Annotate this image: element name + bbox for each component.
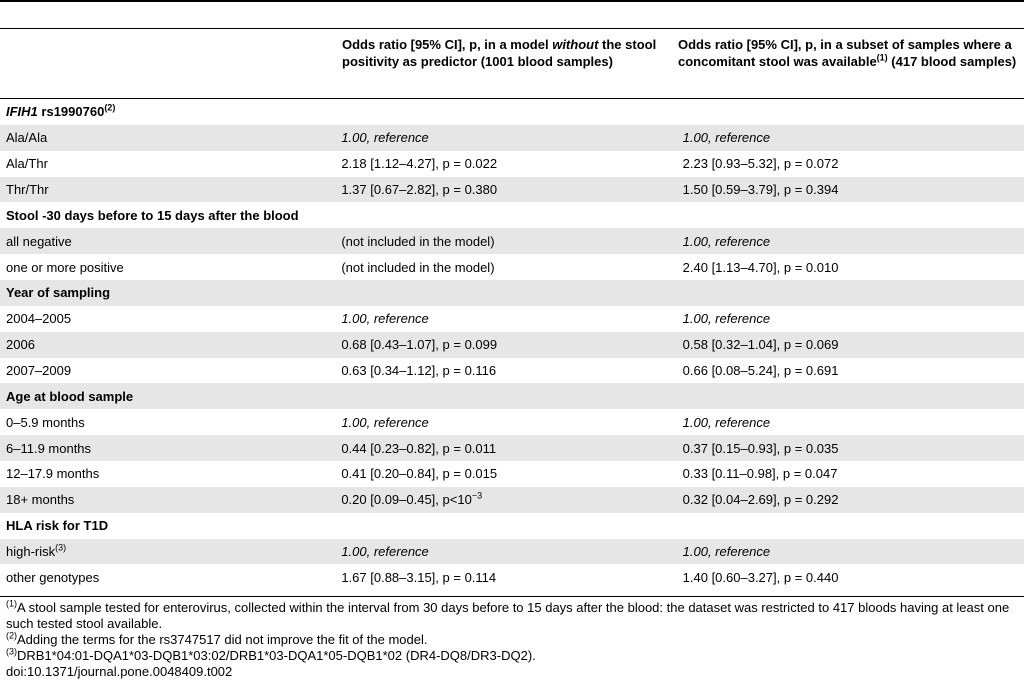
table-row	[0, 332, 1024, 358]
value-subset-with-stool: 1.00, reference	[683, 539, 1024, 565]
table-row	[0, 177, 1024, 203]
table-row	[0, 151, 1024, 177]
value-model-without-stool: 0.63 [0.34–1.12], p = 0.116	[341, 363, 497, 379]
table-row	[0, 461, 1024, 487]
row-label: Stool -30 days before to 15 days after the blood	[6, 207, 299, 223]
row-label: HLA risk for T1D	[6, 518, 109, 534]
value-model-without-stool: (not included in the model)	[341, 259, 495, 275]
row-label: Thr/Thr	[0, 177, 341, 203]
section-row	[0, 202, 1024, 228]
value-subset-with-stool: 0.58 [0.32–1.04], p = 0.069	[683, 332, 1024, 358]
footnote: $^{(3)}$DRB1*04:01-DQA1*03-DQB1*03:02/DRB1*03-DQA1*05-DQB1*02 (DR4-DQ8/DR3-DQ2).	[6, 646, 536, 663]
value-subset-with-stool: 2.40 [1.13–4.70], p = 0.010	[682, 259, 839, 275]
row-label: 12–17.9 months	[6, 466, 100, 482]
row-label: Ala/Ala	[0, 125, 341, 151]
row-label: IFIH1 rs1990760$^{(2)}$	[6, 103, 116, 120]
row-label: all negative	[0, 228, 341, 254]
row-label: Ala/Thr	[6, 156, 48, 172]
row-label: 18+ months	[0, 487, 341, 513]
table-row	[0, 435, 1024, 461]
table-row	[0, 358, 1024, 384]
value-subset-with-stool: 1.50 [0.59–3.79], p = 0.394	[683, 177, 1024, 203]
column-header-model-without-stool: Odds ratio [95% CI], p, in a model without the stool positivity as predictor (1001 blood samples)	[342, 37, 657, 69]
value-model-without-stool: 0.41 [0.20–0.84], p = 0.015	[341, 466, 498, 482]
table-row	[0, 125, 1024, 151]
value-model-without-stool: 1.00, reference	[341, 539, 682, 565]
row-label: 2007–2009	[6, 363, 72, 379]
row-label: 2004–2005	[6, 311, 72, 327]
value-subset-with-stool: 0.66 [0.08–5.24], p = 0.691	[682, 363, 839, 379]
value-subset-with-stool: 1.00, reference	[683, 125, 1024, 151]
value-model-without-stool: 1.00, reference	[341, 414, 429, 430]
value-subset-with-stool: 1.00, reference	[682, 311, 771, 327]
value-model-without-stool: 0.44 [0.23–0.82], p = 0.011	[341, 435, 682, 461]
value-model-without-stool: 1.00, reference	[341, 311, 429, 327]
table-row	[0, 228, 1024, 254]
table-row	[0, 564, 1024, 590]
value-model-without-stool: 0.20 [0.09–0.45], $p<10^{-3}$	[341, 487, 682, 513]
table-row	[0, 409, 1024, 435]
value-model-without-stool: (not included in the model)	[341, 228, 682, 254]
row-label: Age at blood sample	[0, 383, 1024, 409]
value-subset-with-stool: 1.40 [0.60–3.27], p = 0.440	[682, 569, 839, 585]
row-label: one or more positive	[6, 259, 124, 275]
table-row	[0, 487, 1024, 513]
value-model-without-stool: 0.68 [0.43–1.07], p = 0.099	[341, 332, 682, 358]
footnote: $^{(1)}$A stool sample tested for enterovirus, collected within the interval from 30 days before to 15 days after the blood: the dataset was restricted to 417 bloods having at least one such tested stool available.	[6, 598, 1010, 631]
value-subset-with-stool: 1.00, reference	[682, 414, 771, 430]
value-model-without-stool: 1.67 [0.88–3.15], p = 0.114	[341, 569, 497, 585]
value-subset-with-stool: 2.23 [0.93–5.32], p = 0.072	[682, 156, 839, 172]
table-row	[0, 306, 1024, 332]
section-row	[0, 513, 1024, 539]
section-row	[0, 99, 1024, 125]
odds-ratio-table	[0, 99, 1024, 590]
row-label: 6–11.9 months	[0, 435, 341, 461]
row-label: high-risk$^{(3)}$	[0, 539, 341, 565]
table-bottom-rule	[0, 596, 1024, 597]
value-subset-with-stool: 0.32 [0.04–2.69], p = 0.292	[683, 487, 1024, 513]
value-subset-with-stool: 1.00, reference	[683, 228, 1024, 254]
row-label: 2006	[0, 332, 341, 358]
section-row	[0, 280, 1024, 306]
row-label: 0–5.9 months	[6, 414, 85, 430]
row-label: Year of sampling	[0, 280, 1024, 306]
table-row	[0, 539, 1024, 565]
table-row	[0, 254, 1024, 280]
value-subset-with-stool: 0.33 [0.11–0.98], p = 0.047	[682, 466, 838, 482]
footnote: $^{(2)}$Adding the terms for the rs3747517 did not improve the fit of the model.	[6, 630, 428, 647]
table-title-band	[0, 2, 1024, 28]
column-header-subset-with-stool: Odds ratio [95% CI], p, in a subset of samples where a concomitant stool was available$^{(1)}$ (417 blood samples)	[678, 37, 1017, 69]
footnotes	[6, 600, 1021, 680]
header-top-rule	[0, 28, 1024, 29]
row-label: other genotypes	[6, 569, 100, 585]
value-model-without-stool: 2.18 [1.12–4.27], p = 0.022	[341, 156, 498, 172]
value-model-without-stool: 1.00, reference	[341, 125, 682, 151]
section-row	[0, 383, 1024, 409]
doi-line: doi:10.1371/journal.pone.0048409.t002	[6, 664, 233, 679]
value-model-without-stool: 1.37 [0.67–2.82], p = 0.380	[341, 177, 682, 203]
value-subset-with-stool: 0.37 [0.15–0.93], p = 0.035	[683, 435, 1024, 461]
